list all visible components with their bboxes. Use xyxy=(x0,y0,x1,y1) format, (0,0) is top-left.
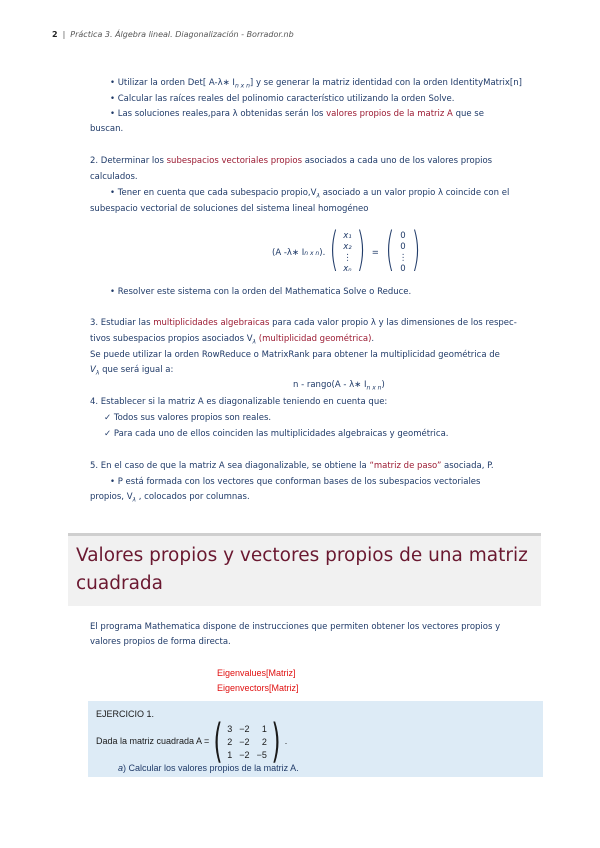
document-title: Práctica 3. Álgebra lineal. Diagonalización - Borrador.nb xyxy=(70,30,294,39)
matrix-entry: 3 xyxy=(227,724,233,734)
highlight-text: valores propios de la matriz A xyxy=(326,109,453,119)
step2-bullet-solve: • Resolver este sistema con la orden del Mathematica Solve o Reduce. xyxy=(110,287,412,297)
highlight-text: multiplicidades algebraicas xyxy=(153,318,270,328)
highlight-text: (multiplicidad geométrica) xyxy=(256,334,372,344)
step3-line3: Se puede utilizar la orden RowReduce o MatrixRank para obtener la multiplicidad geométrica de xyxy=(90,350,500,360)
vector-entry: ⋮ xyxy=(398,253,408,263)
step2-bullet-subspace-cont: subespacio vectorial de soluciones del sistema lineal homogéneo xyxy=(90,204,369,214)
part-letter: a xyxy=(118,763,124,773)
step1-bullet-solve: • Calcular las raíces reales del polinomio característico utilizando la orden Solve. xyxy=(110,94,455,104)
vector-entry: x₁ xyxy=(343,231,352,241)
step2-heading-cont: calculados. xyxy=(90,172,138,182)
text: que se xyxy=(452,109,484,119)
subscript: λ xyxy=(132,496,137,504)
step2-bullet-subspace xyxy=(110,188,509,200)
command-eigenvectors: Eigenvectors[Matriz] xyxy=(217,683,299,693)
command-eigenvalues: Eigenvalues[Matriz] xyxy=(217,668,296,678)
exercise-box xyxy=(88,701,543,777)
right-paren: ) xyxy=(271,714,281,768)
matrix-entry: −2 xyxy=(239,750,250,760)
statement-end: . xyxy=(284,736,288,746)
matrix-entry: 1 xyxy=(261,724,267,734)
left-paren: ( xyxy=(213,714,223,768)
step3-heading xyxy=(90,318,517,328)
equals-sign: = xyxy=(371,248,379,258)
matrix-entry: 2 xyxy=(227,737,233,747)
matrix-entry: −5 xyxy=(256,750,267,760)
homogeneous-system-equation xyxy=(272,222,425,277)
matrix-entry: 1 xyxy=(227,750,233,760)
equation-lhs: (A -λ∗ I xyxy=(272,248,305,258)
step3-line2 xyxy=(90,334,374,346)
step1-bullet-det xyxy=(110,78,522,90)
page-header xyxy=(52,30,294,39)
exercise-prompt: Dada la matriz cuadrada A = xyxy=(96,736,210,746)
header-separator: | xyxy=(62,30,66,39)
equation-close: ). xyxy=(319,248,326,258)
highlight-text: subespacios vectoriales propios xyxy=(166,156,303,166)
vector-entry: ⋮ xyxy=(343,253,352,263)
matrix-entry: −2 xyxy=(239,724,250,734)
vector-entry: 0 xyxy=(400,242,406,252)
unknown-vector xyxy=(325,222,369,277)
subscript: n x n xyxy=(234,82,250,90)
text: asociado a un valor propio λ coincide con el xyxy=(320,188,510,198)
geometric-multiplicity-formula xyxy=(293,380,385,392)
text: V xyxy=(90,365,96,375)
step4-check-real: ✓ Todos sus valores propios son reales. xyxy=(104,413,272,423)
text: • Las soluciones reales,para λ obtenidas serán los xyxy=(110,109,327,119)
text: tivos subespacios propios asociados V xyxy=(90,334,253,344)
matrix-entry: −2 xyxy=(239,737,250,747)
subscript: λ xyxy=(316,192,320,200)
text: asociada, P. xyxy=(441,461,494,471)
text: ) xyxy=(381,380,385,390)
right-paren: ) xyxy=(356,222,366,276)
text: que será igual a: xyxy=(99,365,174,375)
step5-bullet: • P está formada con los vectores que conforman bases de los subespacios vectoriales xyxy=(110,477,481,487)
text: asociados a cada uno de los valores propios xyxy=(302,156,493,166)
section-title: Valores propios y vectores propios de una matriz cuadrada xyxy=(76,545,528,594)
text: , colocados por columnas. xyxy=(136,492,250,502)
text: • Utilizar la orden Det[ A-λ∗ I xyxy=(110,78,235,88)
text: n - rango(A - λ∗ I xyxy=(293,380,367,390)
vector-entry: 0 xyxy=(400,264,406,274)
text: • Tener en cuenta que cada subespacio propio,V xyxy=(110,188,317,198)
text: propios, V xyxy=(90,492,133,502)
subscript: λ xyxy=(95,369,100,377)
step5-bullet-cont xyxy=(90,492,250,504)
text: 3. Estudiar las xyxy=(90,318,154,328)
intro-line2: valores propios de forma directa. xyxy=(90,637,231,647)
matrix-entry: 2 xyxy=(261,737,267,747)
part-text: ) Calcular los valores propios de la matriz A. xyxy=(123,763,299,773)
matrix-a xyxy=(227,721,267,761)
vector-entry: xₙ xyxy=(343,264,352,274)
exercise-title: EJERCICIO 1. xyxy=(96,709,155,719)
vector-entries xyxy=(399,229,408,277)
text: para cada valor propio λ y las dimensiones de los respec- xyxy=(269,318,517,328)
left-paren: ( xyxy=(385,222,395,276)
step4-check-multiplicities: ✓ Para cada uno de ellos coinciden las multiplicidades algebraicas y geométrica. xyxy=(104,429,449,439)
step1-bullet-solutions xyxy=(110,109,484,119)
zero-vector xyxy=(381,222,425,277)
vector-entry: x₂ xyxy=(343,242,352,252)
page-number: 2 xyxy=(52,30,58,39)
text: ] y se generar la matriz identidad con la orden IdentityMatrix[n] xyxy=(249,78,522,88)
left-paren: ( xyxy=(329,222,339,276)
subscript: n x n xyxy=(366,384,382,392)
intro-line1: El programa Mathematica dispone de instrucciones que permiten obtener los vectores propios y xyxy=(90,622,501,632)
step5-heading xyxy=(90,461,494,471)
highlight-text: “matriz de paso” xyxy=(369,461,442,471)
text: 2. Determinar los xyxy=(90,156,167,166)
step2-heading xyxy=(90,156,492,166)
text: 5. En el caso de que la matriz A sea diagonalizable, se obtiene la xyxy=(90,461,370,471)
vector-entry: 0 xyxy=(400,231,406,241)
vector-entries xyxy=(343,229,352,277)
section-heading-box xyxy=(68,533,541,606)
text: . xyxy=(371,334,375,344)
step1-bullet-solutions-cont: buscan. xyxy=(90,124,124,134)
step3-line4 xyxy=(90,365,173,377)
right-paren: ) xyxy=(411,222,421,276)
subscript: λ xyxy=(252,338,257,346)
exercise-part-a xyxy=(118,763,299,773)
step4-heading: 4. Establecer si la matriz A es diagonalizable teniendo en cuenta que: xyxy=(90,397,388,407)
subscript: n x n xyxy=(304,249,320,257)
